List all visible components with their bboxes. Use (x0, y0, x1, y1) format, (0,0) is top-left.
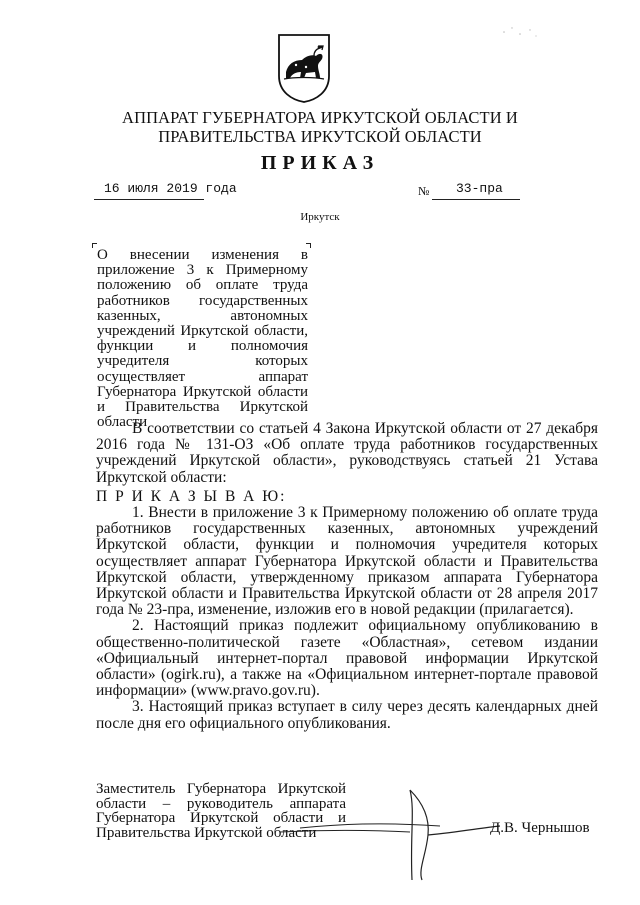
order-item: 3. Настоящий приказ вступает в силу через десять календарных дней после дня его официального опубликования. (96, 698, 598, 732)
signer-position: Заместитель Губернатора Иркутской области – руководитель аппарата Губернатора Иркутской области и Правительства Иркутской области (96, 781, 346, 841)
document-city: Иркутск (300, 211, 340, 223)
handwritten-signature (260, 780, 520, 890)
document-number: 33-пра (456, 181, 503, 196)
coat-of-arms-icon (276, 32, 332, 104)
order-items (96, 505, 598, 732)
preamble-text: В соответствии со статьей 4 Закона Иркутской области от 27 декабря 2016 года № 131-ОЗ «Об оплате труда работников государственных учреждений Иркутской области», руководствуясь статьей 21 Устава Иркутской области: (96, 420, 598, 486)
document-subject: О внесении изменения в приложение 3 к Примерному положению об оплате труда работников государственных казенных, автономных учреждений Иркутской области, функции и полномочия учредителя которых осуществляет аппарат Губернатора Иркутской области и Правительства Иркутской области (97, 247, 308, 431)
number-underline (432, 199, 520, 200)
document-title: ПРИКАЗ (260, 152, 380, 174)
date-underline (94, 199, 204, 200)
order-item: 1. Внести в приложение 3 к Примерному положению об оплате труда работников государственных казенных, автономных учреждений Иркутской области, функции и полномочия учредителя которых осуществляет аппарат Губернатора Иркутской области и Правительства Иркутской области, утвержденному приказом аппарата Губернатора Иркутской области и Правительства Иркутской области от 28 апреля 2017 года № 23-пра, изменение, изложив его в новой редакции (прилагается). (96, 504, 598, 619)
organization-name-line1: АППАРАТ ГУБЕРНАТОРА ИРКУТСКОЙ ОБЛАСТИ И (122, 108, 518, 127)
order-item: 2. Настоящий приказ подлежит официальному опубликованию в общественно-политической газете «Областная», сетевом издании «Официальный интернет-портал правовой информации Иркутской области» (ogirk.ru), а также на «Официальном интернет-портале правовой информации» (www.pravo.gov.ru). (96, 617, 598, 700)
order-word: П Р И К А З Ы В А Ю: (96, 488, 287, 505)
signer-name: Д.В. Чернышов (490, 820, 590, 836)
preamble (96, 421, 598, 486)
organization-name-line2: ПРАВИТЕЛЬСТВА ИРКУТСКОЙ ОБЛАСТИ (158, 127, 482, 146)
document-date: 16 июля 2019 года (104, 181, 237, 196)
number-label: № (418, 184, 430, 198)
scan-artifact (500, 24, 540, 42)
